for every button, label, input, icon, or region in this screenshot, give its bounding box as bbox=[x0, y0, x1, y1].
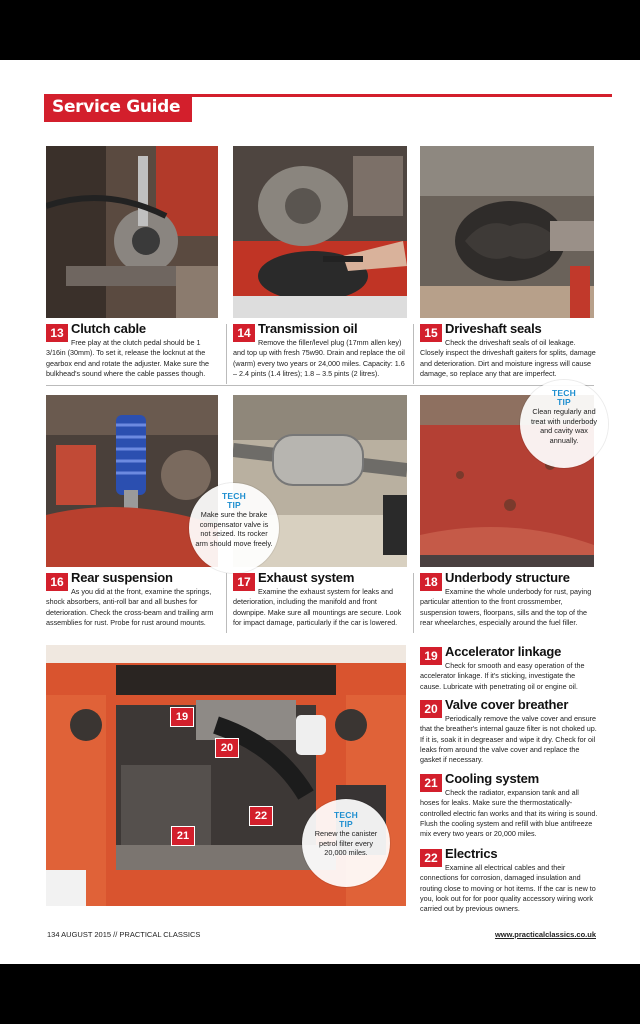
section-title: Clutch cable bbox=[71, 321, 146, 336]
engine-pin-19: 19 bbox=[170, 707, 194, 727]
section-title: Transmission oil bbox=[258, 321, 358, 336]
photo-transmission-oil bbox=[233, 146, 407, 318]
tech-tip-petrol-filter bbox=[302, 799, 390, 887]
header-rule bbox=[192, 94, 612, 97]
page-title: Service Guide bbox=[52, 97, 181, 117]
tip-body: Renew the canister petrol filter every 20,000 miles. bbox=[314, 829, 378, 858]
section-body: Examine all electrical cables and their connections for corrosion, damaged insulation and routing close to moving or hot items. If the car is new to you, look out for for poor quality accessory wiring work carried out by previous owners. bbox=[420, 863, 596, 914]
section-number: 19 bbox=[420, 647, 442, 665]
tech-tip-brake bbox=[189, 483, 279, 573]
section-title: Accelerator linkage bbox=[445, 644, 562, 659]
engine-pin-22: 22 bbox=[249, 806, 273, 826]
section-number: 15 bbox=[420, 324, 442, 342]
section-body: Check for smooth and easy operation of the accelerator linkage. If it's sticking, investigate the cause. Lubricate with penetrating oil or engine oil. bbox=[420, 661, 585, 691]
column-divider bbox=[413, 573, 414, 633]
section-body: Remove the filler/level plug (17mm allen key) and top up with fresh 75w90. Drain and replace the oil (warm) every two years or 24,000 miles. Capacity: 1.6 – 2.4 pints (1.4 litres); 1.8 – 3.5 pints (2 litres). bbox=[233, 338, 405, 378]
photo-clutch-cable bbox=[46, 146, 218, 318]
magazine-page bbox=[0, 60, 640, 964]
section-title: Exhaust system bbox=[258, 570, 355, 585]
section-title: Rear suspension bbox=[71, 570, 173, 585]
section-title: Cooling system bbox=[445, 771, 539, 786]
section-number: 20 bbox=[420, 700, 442, 718]
section-body: Examine the exhaust system for leaks and deterioration, including the manifold and front downpipe. Make sure all mountings are secure. Look for impact damage, particularly if the car is lowered. bbox=[233, 587, 402, 627]
section-title: Underbody structure bbox=[445, 570, 570, 585]
photo-driveshaft-seals bbox=[420, 146, 594, 318]
section-title: Electrics bbox=[445, 846, 498, 861]
column-divider bbox=[413, 324, 414, 384]
tip-heading: TECH TIP bbox=[222, 491, 246, 510]
section-number: 18 bbox=[420, 573, 442, 591]
tip-heading: TECH TIP bbox=[334, 810, 358, 829]
row-divider bbox=[46, 385, 594, 386]
section-number: 14 bbox=[233, 324, 255, 342]
tip-heading: TECH TIP bbox=[552, 388, 576, 407]
section-body: Periodically remove the valve cover and ensure that the breather's internal gauze filter is not choked up. If it is, soak it in degreaser and wipe it dry. Check for oil leaks from around the valve cover and replace the gasket if necessary. bbox=[420, 714, 597, 765]
column-divider bbox=[226, 573, 227, 633]
section-number: 17 bbox=[233, 573, 255, 591]
tech-tip-underbody bbox=[520, 380, 608, 468]
tip-body: Make sure the brake compensator valve is not seized. Its rocker arm should move freely. bbox=[195, 510, 273, 548]
section-number: 13 bbox=[46, 324, 68, 342]
section-number: 21 bbox=[420, 774, 442, 792]
section-title: Valve cover breather bbox=[445, 697, 569, 712]
engine-pin-20: 20 bbox=[215, 738, 239, 758]
tip-body: Clean regularly and treat with underbody and cavity wax annually. bbox=[530, 407, 598, 445]
section-title: Driveshaft seals bbox=[445, 321, 542, 336]
engine-pin-21: 21 bbox=[171, 826, 195, 846]
section-number: 22 bbox=[420, 849, 442, 867]
page-footer-folio: 134 AUGUST 2015 // PRACTICAL CLASSICS bbox=[47, 930, 201, 939]
section-body: Check the driveshaft seals of oil leakage. Closely inspect the driveshaft gaiters for splits, damage and deterioration. Dirt and moisture ingress will cause damage, so replace any that are imperfect. bbox=[420, 338, 596, 378]
section-body: Examine the whole underbody for rust, paying particular attention to the front crossmember, suspension towers, floorpans, sills and the top of the rear wheelarches, especially around the fuel filler. bbox=[420, 587, 592, 627]
section-body: Check the radiator, expansion tank and all hoses for leaks. Make sure the thermostatically-controlled electric fan works and that its wiring is sound. Flush the cooling system and refill with blue antifreeze mix every two years or 20,000 miles. bbox=[420, 788, 598, 839]
section-body: Free play at the clutch pedal should be 1 3/16in (30mm). To set it, release the locknut at the gearbox end and rotate the adjuster. Make sure the bulkhead's sound where the cable passes though. bbox=[46, 338, 210, 378]
section-body: As you did at the front, examine the springs, shock absorbers, anti-roll bar and all bushes for deterioration. Check the cross-beam and trailing arm assemblies for rust. Probe for rust around mounts. bbox=[46, 587, 214, 627]
section-number: 16 bbox=[46, 573, 68, 591]
column-divider bbox=[226, 324, 227, 384]
website-link[interactable]: www.practicalclassics.co.uk bbox=[494, 930, 596, 939]
